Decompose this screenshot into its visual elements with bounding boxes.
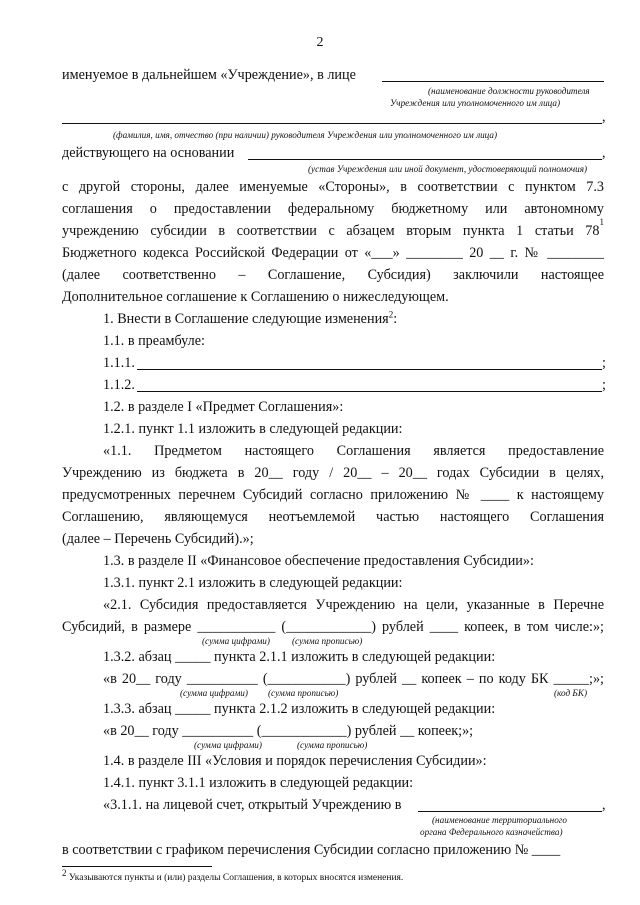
item-1-3-3: 1.3.3. абзац _____ пункта 2.1.2 изложить в следующей редакции:	[103, 701, 496, 717]
semicolon: ;	[602, 355, 606, 371]
blank-rule-1-1-1	[137, 369, 602, 370]
paragraph-line: в соответствии с графиком перечисления Субсидии согласно приложению № ____	[62, 842, 561, 858]
footnote	[62, 868, 404, 884]
caption-treasury-2: органа Федерального казначейства)	[420, 827, 563, 837]
item-3-1-1: «3.1.1. на лицевой счет, открытый Учреждению в	[103, 797, 402, 813]
paragraph-line: «2.1. Субсидия предоставляется Учреждению на цели, указанные в Перечне	[103, 597, 604, 613]
paragraph-line: «в 20__ году __________ (___________) рублей __ копеек – по коду БК _____;»;	[103, 671, 604, 687]
caption-sum-digits: (сумма цифрами)	[180, 688, 248, 698]
paragraph-line: Дополнительное соглашение к Соглашению о нижеследующем.	[62, 289, 449, 305]
item-1-2-1: 1.2.1. пункт 1.1 изложить в следующей редакции:	[103, 421, 403, 437]
footnote-ref: 1	[599, 217, 604, 227]
blank-rule-head-name	[62, 123, 602, 124]
footnote-marker: 2	[62, 868, 67, 878]
footnote-separator	[62, 866, 212, 867]
caption-budget-code: (код БК)	[554, 688, 588, 698]
comma: ,	[602, 145, 606, 161]
paragraph-line: (далее – Перечень Субсидий).»;	[62, 531, 254, 547]
caption-head-name: (фамилия, имя, отчество (при наличии) руководителя Учреждения или уполномоченного им лица)	[113, 130, 498, 140]
paragraph-line: «1.1. Предметом настоящего Соглашения является предоставление	[103, 443, 604, 459]
intro-line-institution: именуемое в дальнейшем «Учреждение», в лице	[62, 67, 356, 83]
footnote-ref: 2	[388, 309, 394, 320]
blank-rule-1-1-2	[137, 391, 602, 392]
blank-rule-basis	[248, 159, 602, 160]
item-1-4-1: 1.4.1. пункт 3.1.1 изложить в следующей редакции:	[103, 775, 414, 791]
item-1-3: 1.3. в разделе II «Финансовое обеспечение предоставления Субсидии»:	[103, 553, 534, 569]
footnote-text: Указываются пункты и (или) разделы Соглашения, в которых вносятся изменения.	[68, 873, 404, 884]
item-1-colon: :	[393, 311, 398, 327]
caption-head-position-2: Учреждения или уполномоченного им лица)	[390, 98, 561, 108]
basis-line: действующего на основании	[62, 145, 235, 161]
paragraph-text: учреждению субсидии в соответствии с абзацем вторым пункта 1 статьи 78	[62, 223, 600, 239]
caption-head-position: (наименование должности руководителя	[428, 86, 590, 96]
caption-sum-words: (сумма прописью)	[268, 688, 339, 698]
comma: ,	[602, 109, 606, 125]
caption-sum-digits: (сумма цифрами)	[202, 636, 270, 646]
item-1-4: 1.4. в разделе III «Условия и порядок перечисления Субсидии»:	[103, 753, 487, 769]
paragraph-line: предусмотренных перечнем Субсидий согласно приложению № ____ к настоящему	[62, 487, 604, 503]
caption-sum-words: (сумма прописью)	[297, 740, 368, 750]
item-1-1: 1.1. в преамбуле:	[103, 333, 205, 349]
item-1-1-2: 1.1.2.	[103, 377, 135, 393]
paragraph-line: Соглашению, являющемуся неотъемлемой частью настоящего Соглашения	[62, 509, 604, 525]
comma: ,	[602, 797, 606, 813]
paragraph-line: Бюджетного кодекса Российской Федерации от «___» ________ 20 __ г. № ________	[62, 245, 604, 261]
item-1-2: 1.2. в разделе I «Предмет Соглашения»:	[103, 399, 344, 415]
semicolon: ;	[602, 377, 606, 393]
paragraph-line	[62, 217, 604, 240]
item-1-1-1: 1.1.1.	[103, 355, 135, 371]
page-number: 2	[316, 35, 324, 50]
paragraph-line: с другой стороны, далее именуемые «Стороны», в соответствии с пунктом 7.3	[62, 179, 604, 195]
item-1	[103, 310, 397, 328]
caption-basis: (устав Учреждения или иной документ, удостоверяющий полномочия)	[308, 164, 588, 174]
item-1-3-2: 1.3.2. абзац _____ пункта 2.1.1 изложить в следующей редакции:	[103, 649, 496, 665]
blank-rule-head-position	[382, 81, 604, 82]
caption-sum-digits: (сумма цифрами)	[194, 740, 262, 750]
paragraph-line: соглашения о предоставлении федеральному бюджетному или автономному	[62, 201, 604, 217]
caption-treasury: (наименование территориального	[432, 815, 567, 825]
paragraph-line: Учреждению из бюджета в 20__ году / 20__ – 20__ годах Субсидии в целях,	[62, 465, 604, 481]
paragraph-line: «в 20__ году __________ (____________) рублей __ копеек;»;	[103, 723, 474, 739]
blank-rule-treasury	[418, 811, 602, 812]
paragraph-line: (далее соответственно – Соглашение, Субсидия) заключили настоящее	[62, 267, 604, 283]
paragraph-line: Субсидий, в размере ___________ (____________) рублей ____ копеек, в том числе:»;	[62, 619, 604, 635]
caption-sum-words: (сумма прописью)	[292, 636, 363, 646]
item-1-3-1: 1.3.1. пункт 2.1 изложить в следующей редакции:	[103, 575, 403, 591]
item-1-text: 1. Внести в Соглашение следующие изменения	[103, 311, 389, 327]
